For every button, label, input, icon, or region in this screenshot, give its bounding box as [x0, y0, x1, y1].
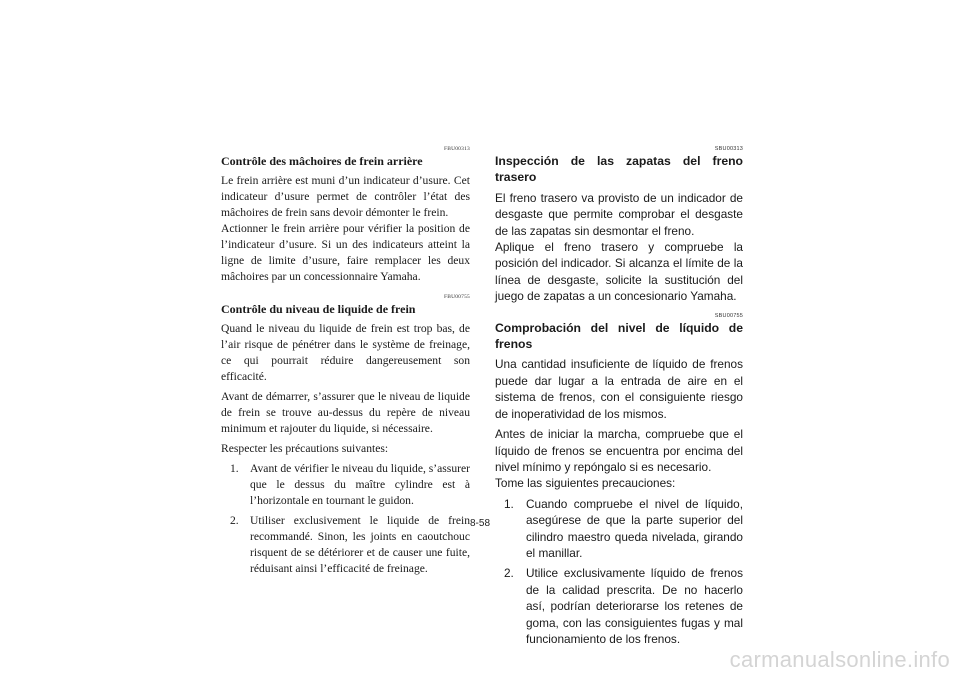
list-item-number: 1.: [230, 462, 239, 475]
paragraph: Actionner le frein arrière pour vérifier la position de l’indicateur d’usure. Si un des indicateurs atteint la ligne de limite d’usure, faire remplacer les deux mâchoires par un concessionnaire Yamaha.: [221, 222, 470, 283]
list-item: [221, 461, 470, 509]
section-code: SBU00313: [714, 146, 743, 152]
list-item-text: Utiliser exclusivement le liquide de frein recommandé. Sinon, les joints en caoutchouc risquent de se détériorer et de causer une fuite, réduisant ainsi l’efficacité de freinage.: [250, 514, 470, 575]
watermark: carmanualsonline.info: [729, 647, 950, 672]
french-column: [221, 146, 470, 577]
page-number: 8-58: [469, 518, 490, 529]
list-item: [221, 513, 470, 577]
section-code: FBU00313: [443, 146, 470, 152]
list-item-text: Cuando compruebe el nivel de líquido, asegúrese de que la parte superior del cilindro maestro queda nivelada, girando el manillar.: [526, 496, 743, 560]
list-item-number: 2.: [230, 514, 239, 527]
paragraph: Aplique el freno trasero y compruebe la posición del indicador. Si alcanza el límite de la línea de desgaste, solicite la sustitución del juego de zapatas a un concesionario Yamaha.: [495, 240, 743, 304]
section-heading-rear-brake-shoes-fr: Contrôle des mâchoires de frein arrière: [221, 154, 423, 168]
list-item-text: Utilice exclusivamente líquido de frenos de la calidad prescrita. De no hacerlo así, podrían deteriorarse los retenes de goma, con las consiguientes fugas y mal funcionamiento de los frenos.: [526, 566, 743, 646]
paragraph: Antes de iniciar la marcha, compruebe que el líquido de frenos se encuentra por encima del nivel mínimo y repóngalo si es necesario.: [495, 427, 743, 474]
spanish-column: [495, 146, 743, 647]
precautions-list: [495, 496, 743, 648]
paragraph: Avant de démarrer, s’assurer que le niveau de liquide de frein se trouve au-dessus du repère de niveau minimum et rajouter du liquide, si nécessaire.: [221, 390, 470, 435]
list-item-number: 2.: [504, 566, 514, 581]
section-heading-brake-fluid-fr: Contrôle du niveau de liquide de frein: [221, 302, 416, 316]
section-brake-fluid-es: [495, 313, 743, 648]
section-heading-rear-brake-shoes-es: Inspección de las zapatas del freno trasero: [495, 154, 743, 185]
list-item: [495, 496, 743, 562]
list-item-text: Avant de vérifier le niveau du liquide, s’assurer que le dessus du maître cylindre est à l’horizontale en tournant le guidon.: [250, 462, 470, 507]
paragraph: Le frein arrière est muni d’un indicateur d’usure. Cet indicateur d’usure permet de contrôler l’état des mâchoires de frein sans devoir démonter le frein.: [221, 174, 470, 219]
section-code: FBU00755: [443, 294, 470, 300]
paragraph: El freno trasero va provisto de un indicador de desgaste que permite comprobar el desgaste de las zapatas sin desmontar el freno.: [495, 190, 743, 238]
list-item: [495, 565, 743, 647]
section-brake-fluid-fr: [221, 294, 470, 577]
section-code: SBU00755: [714, 312, 743, 319]
list-item-number: 1.: [504, 496, 514, 511]
section-heading-brake-fluid-es: Comprobación del nivel de líquido de frenos: [495, 320, 743, 352]
paragraph: Quand le niveau du liquide de frein est trop bas, de l’air risque de pénétrer dans le système de freinage, ce qui pourrait réduire dangereusement son efficacité.: [221, 322, 470, 383]
precautions-list: [221, 461, 470, 577]
paragraph: Respecter les précautions suivantes:: [221, 442, 389, 455]
paragraph: Tome las siguientes precauciones:: [495, 476, 676, 491]
paragraph: Una cantidad insuficiente de líquido de frenos puede dar lugar a la entrada de aire en el sistema de frenos, con el consiguiente riesgo de inoperatividad de los mismos.: [495, 357, 743, 421]
